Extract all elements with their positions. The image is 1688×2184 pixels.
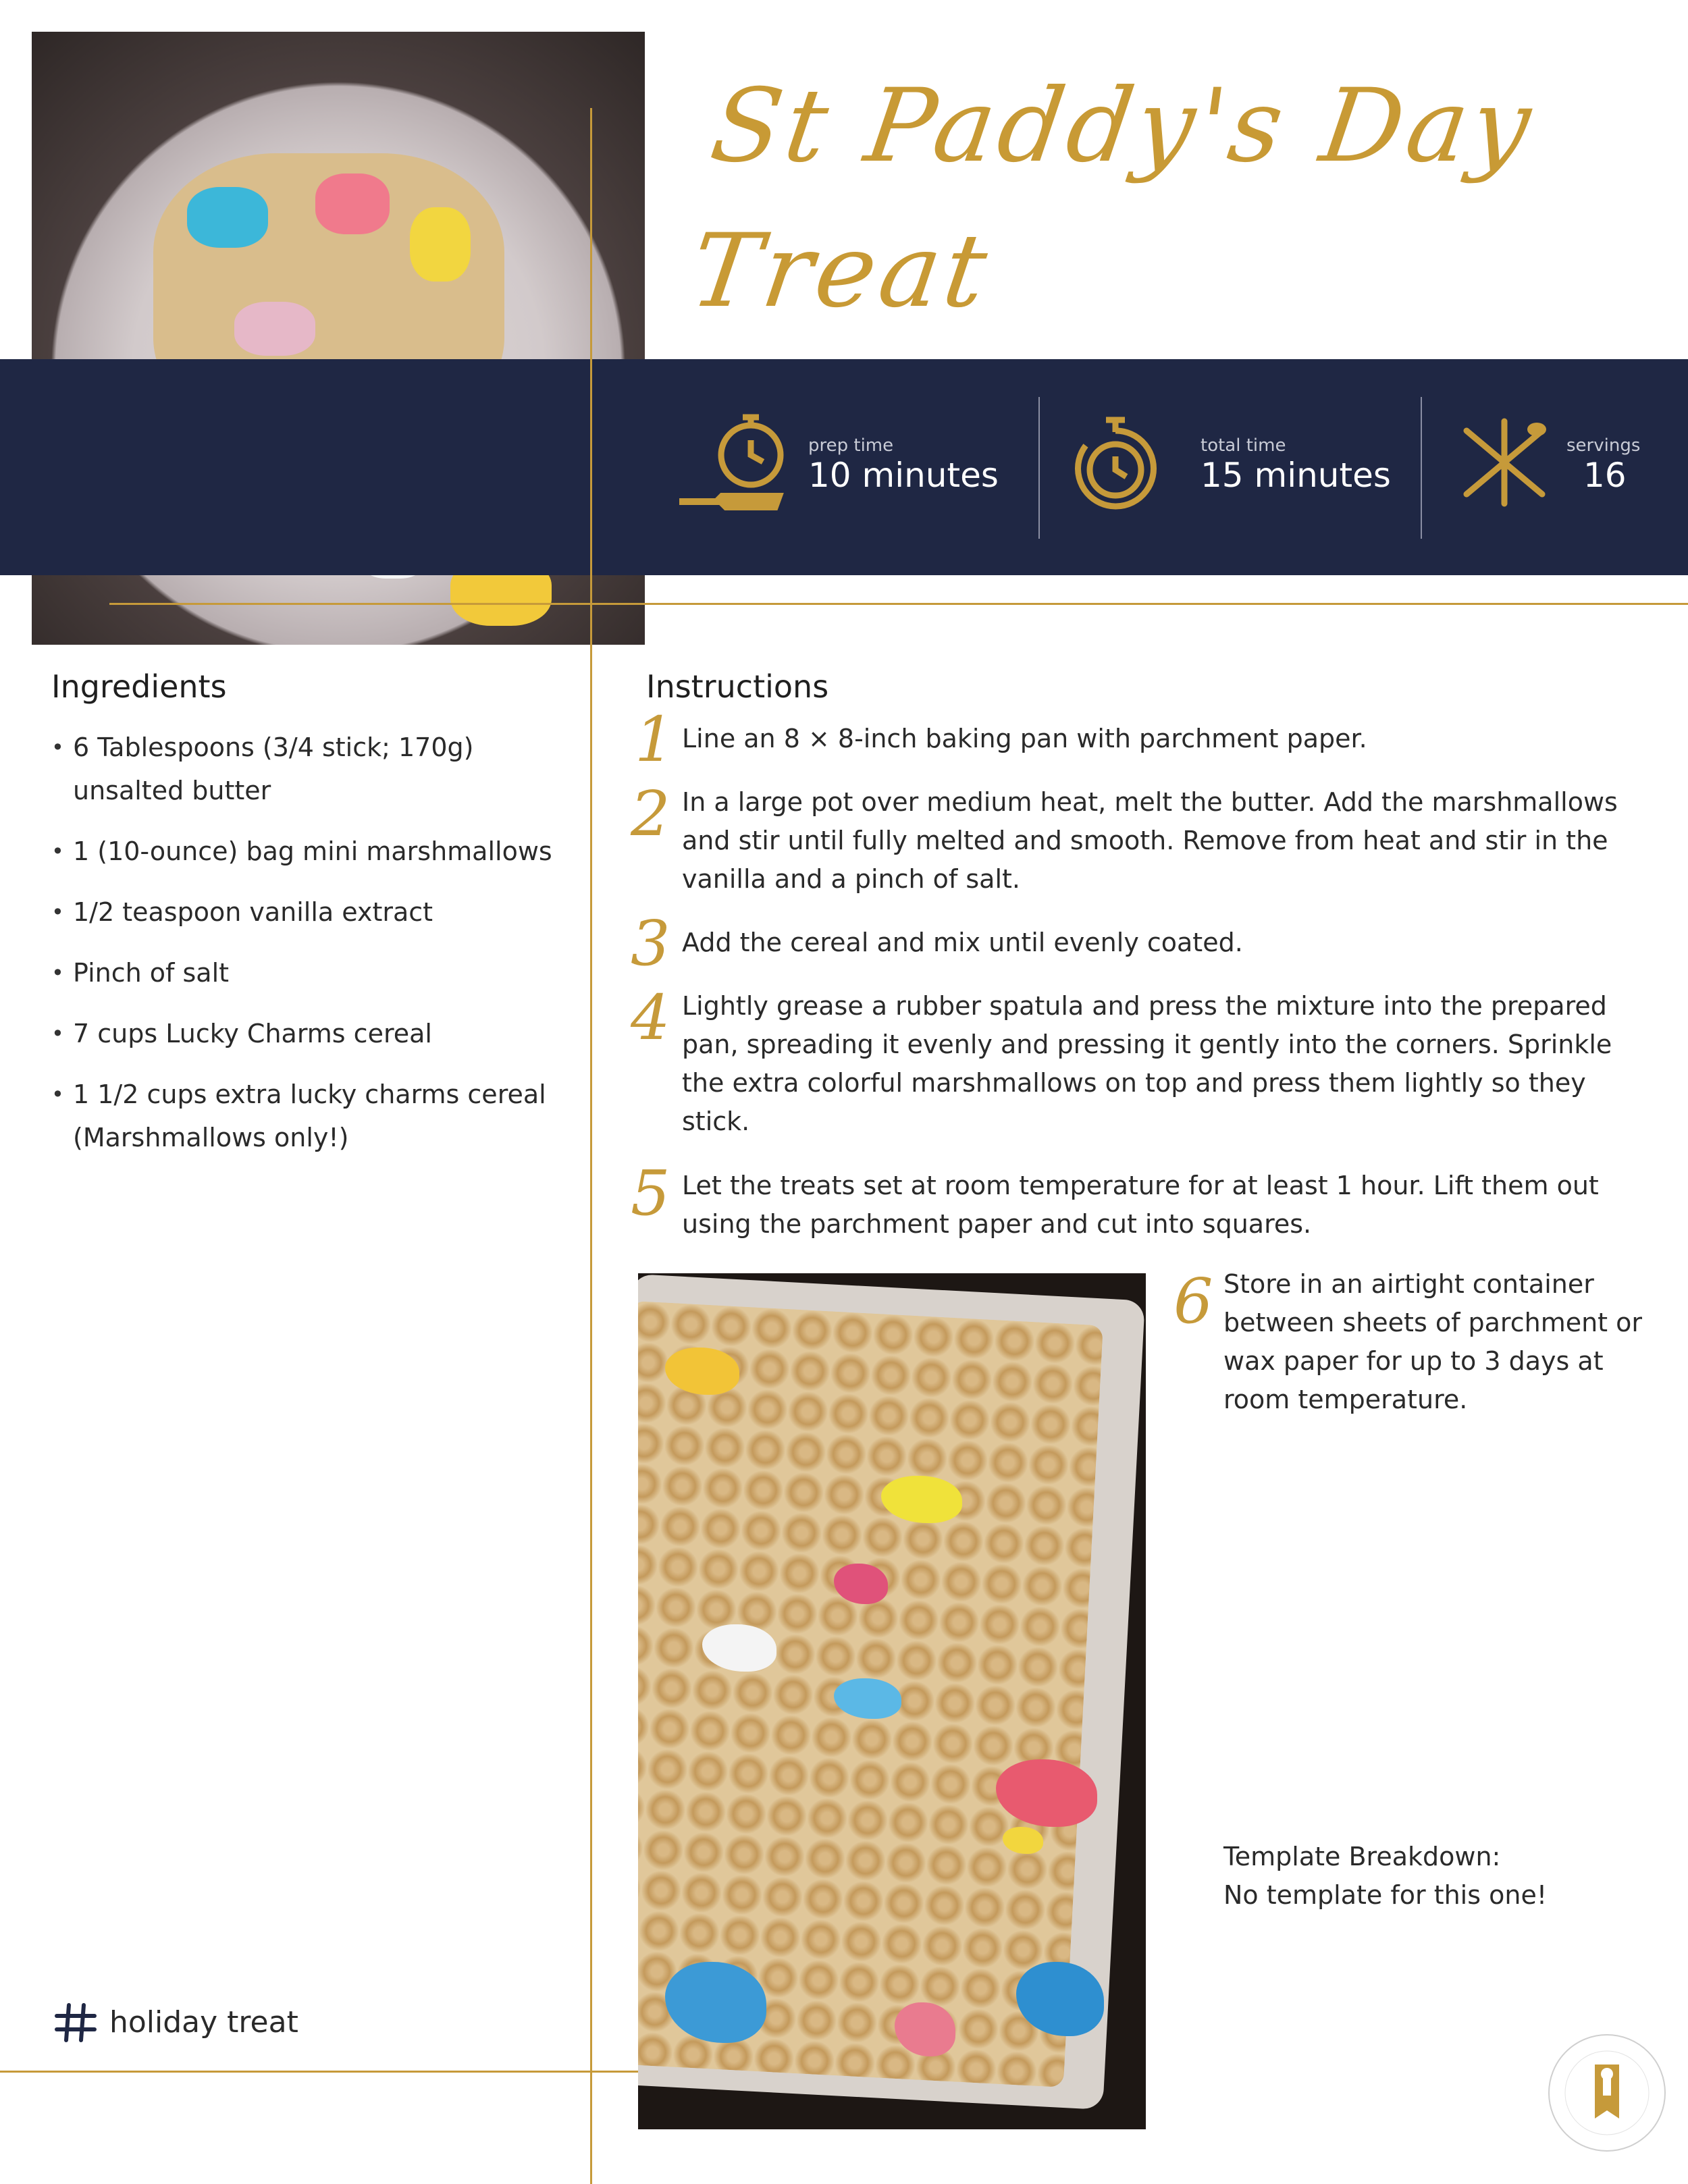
step-number: 5 xyxy=(631,1157,670,1229)
ingredient-item: • 1/2 teaspoon vanilla extract xyxy=(51,890,564,934)
total-time-label: total time xyxy=(1201,435,1286,456)
servings-label: servings xyxy=(1566,435,1641,456)
recipe-title-line-1: St Paddy's Day xyxy=(704,68,1541,185)
ingredient-item: • 6 Tablespoons (3/4 stick; 170g) unsalted butter xyxy=(51,726,564,812)
meta-divider xyxy=(1038,397,1040,539)
ingredient-item: • 1 1/2 cups extra lucky charms cereal (Marshmallows only!) xyxy=(51,1073,564,1159)
prep-time-value: 10 minutes xyxy=(808,456,999,495)
step-text: Let the treats set at room temperature for at least 1 hour. Lift them out using the parchment paper and cut into squares. xyxy=(682,1171,1599,1239)
step-number: 2 xyxy=(631,778,670,850)
gold-horizontal-line-top xyxy=(109,603,1688,605)
stopwatch-pan-icon xyxy=(675,413,790,521)
ingredient-item: • 7 cups Lucky Charms cereal xyxy=(51,1012,564,1055)
community-seal-logo xyxy=(1546,2032,1668,2154)
hashtag-label: holiday treat xyxy=(109,2005,298,2040)
recipe-title-line-2: Treat xyxy=(683,213,998,330)
step-number: 1 xyxy=(635,703,675,776)
step-text: Store in an airtight container between sheets of parchment or wax paper for up to 3 days at room temperature. xyxy=(1223,1269,1643,1414)
step-number: 3 xyxy=(631,907,670,980)
servings-value: 16 xyxy=(1583,456,1627,495)
ingredient-item: • 1 (10-ounce) bag mini marshmallows xyxy=(51,830,564,873)
step-number: 4 xyxy=(631,982,670,1054)
treat-pan-photo xyxy=(638,1273,1146,2129)
instructions-heading: Instructions xyxy=(646,668,829,705)
step-text: Line an 8 × 8-inch baking pan with parchment paper. xyxy=(682,724,1367,753)
ingredient-item: • Pinch of salt xyxy=(51,951,564,994)
total-time-value: 15 minutes xyxy=(1201,456,1391,495)
ingredients-heading: Ingredients xyxy=(51,668,227,705)
recipe-title xyxy=(682,54,1668,344)
step-text: In a large pot over medium heat, melt the butter. Add the marshmallows and stir until fully melted and smooth. Remove from heat and stir in the vanilla and a pinch of salt. xyxy=(682,787,1618,894)
meta-divider xyxy=(1421,397,1422,539)
ingredients-list xyxy=(51,726,564,1177)
gold-vertical-line xyxy=(590,108,592,2184)
template-note-heading: Template Breakdown: xyxy=(1223,1842,1501,1871)
step-number: 6 xyxy=(1173,1265,1213,1337)
stopwatch-icon xyxy=(1072,412,1159,514)
hashtag-icon xyxy=(54,2001,97,2044)
template-note-body: No template for this one! xyxy=(1223,1880,1548,1910)
step-text: Lightly grease a rubber spatula and press the mixture into the prepared pan, spreading it evenly and pressing it gently into the corners. Sprinkle the extra colorful marshmallows on top and press them lightly so they stick. xyxy=(682,991,1612,1136)
template-note xyxy=(1223,1838,1547,1915)
fork-knife-spoon-icon xyxy=(1457,417,1552,508)
step-text: Add the cereal and mix until evenly coated. xyxy=(682,928,1243,957)
prep-time-label: prep time xyxy=(808,435,894,456)
